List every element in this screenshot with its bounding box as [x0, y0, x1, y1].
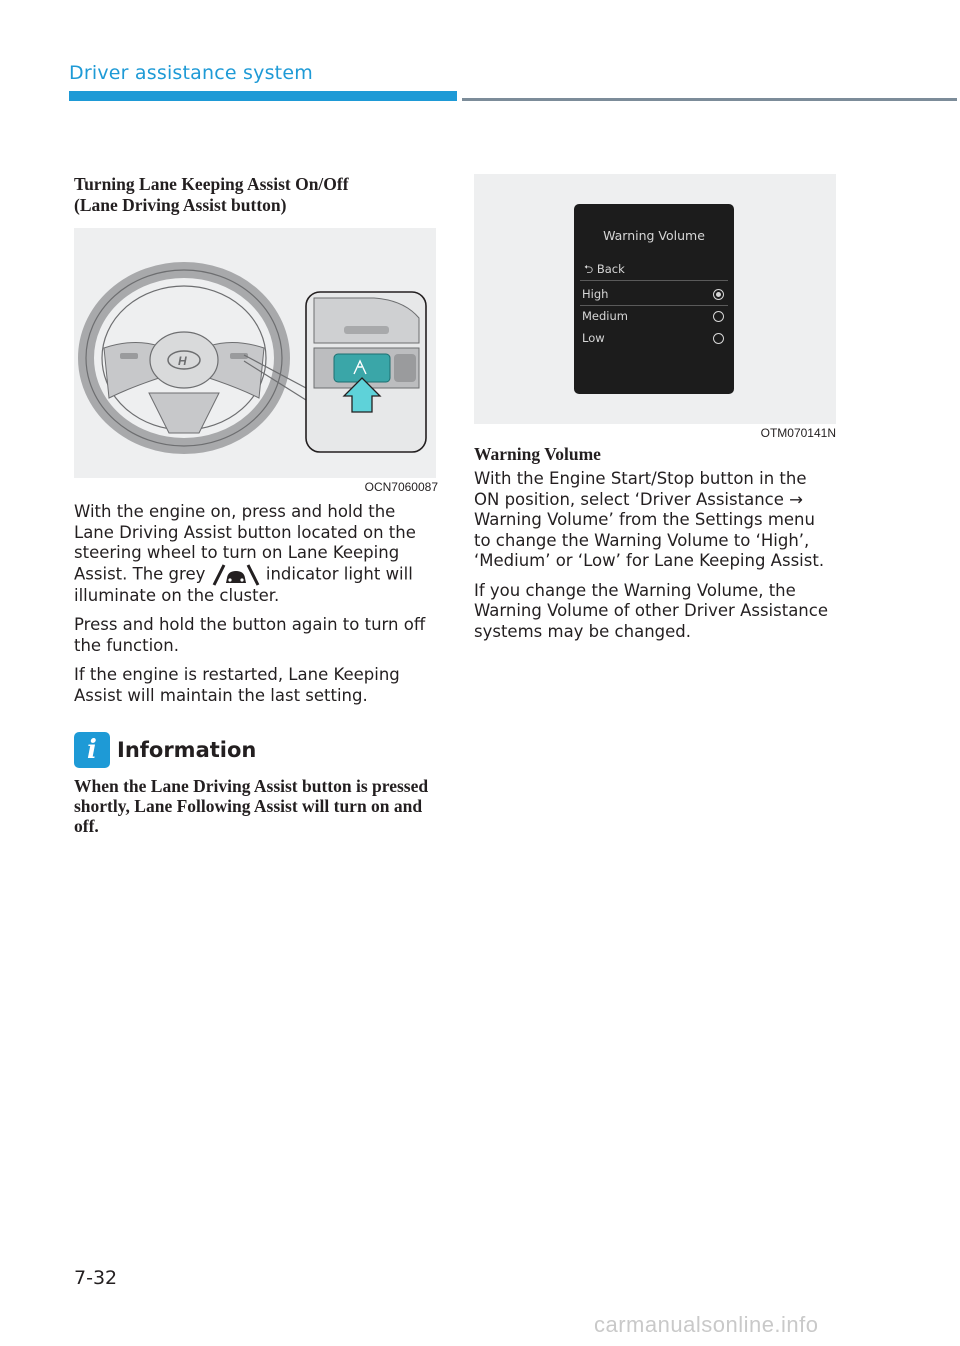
- steering-wheel-illustration-icon: [74, 228, 436, 478]
- svg-text:H: H: [178, 354, 187, 368]
- steering-wheel-figure: [74, 228, 436, 478]
- left-column: [74, 174, 438, 836]
- warning-volume-title: Warning Volume: [474, 444, 601, 464]
- paragraph-turn-on-part1: With the engine on, press and hold the Lane Driving Assist button located on the steering wheel to turn on Lane Keeping Assist. The grey: [74, 502, 416, 583]
- header-section-title: Driver assistance system: [69, 62, 313, 84]
- section-title-line1: Turning Lane Keeping Assist On/Off: [74, 174, 349, 194]
- information-title: Information: [117, 738, 257, 762]
- panel-option-label: Low: [582, 331, 605, 345]
- figure-code-left: OCN7060087: [364, 480, 438, 494]
- page-number: 7-32: [74, 1267, 118, 1289]
- warning-volume-figure: [474, 174, 836, 424]
- panel-option-label: High: [582, 287, 609, 301]
- lane-keeping-indicator-icon: [211, 564, 261, 586]
- radio-empty-icon: [713, 311, 724, 322]
- panel-option-low: [582, 328, 728, 348]
- paragraph-turn-on: [74, 502, 438, 606]
- information-icon: i: [74, 732, 110, 768]
- paragraph-restart: If the engine is restarted, Lane Keeping Assist will maintain the last setting.: [74, 665, 400, 705]
- radio-empty-icon: [713, 333, 724, 344]
- cluster-display-panel: [574, 204, 734, 394]
- header-rule: [462, 98, 957, 101]
- information-text: When the Lane Driving Assist button is pressed shortly, Lane Following Assist will turn on and off.: [74, 776, 429, 836]
- watermark: carmanualsonline.info: [594, 1312, 819, 1337]
- section-title: [74, 174, 438, 216]
- paragraph-turn-on-part2: indicator light will illuminate on the cluster.: [74, 564, 413, 605]
- paragraph-turn-off: Press and hold the button again to turn off the function.: [74, 615, 426, 655]
- panel-option-medium: [582, 306, 728, 326]
- panel-title: Warning Volume: [603, 228, 705, 243]
- section-title-line2: (Lane Driving Assist button): [74, 195, 287, 215]
- panel-divider: [580, 280, 728, 281]
- paragraph-warning-volume-change: If you change the Warning Volume, the Warning Volume of other Driver Assistance systems may be changed.: [474, 580, 828, 641]
- paragraph-warning-volume: With the Engine Start/Stop button in the ON position, select ‘Driver Assistance → Warning Volume’ from the Settings menu to change the Warning Volume to ‘High’, ‘Medium’ or ‘Low’ for Lane Keeping Assist.: [474, 469, 825, 570]
- panel-option-label: Medium: [582, 309, 628, 323]
- header-accent-bar: [69, 91, 457, 101]
- panel-back: ⮌ Back: [584, 262, 625, 276]
- radio-selected-icon: [713, 289, 724, 300]
- panel-option-high: [582, 284, 728, 304]
- information-header: [74, 732, 438, 768]
- right-column: [474, 174, 836, 651]
- figure-code-right: OTM070141N: [760, 426, 836, 440]
